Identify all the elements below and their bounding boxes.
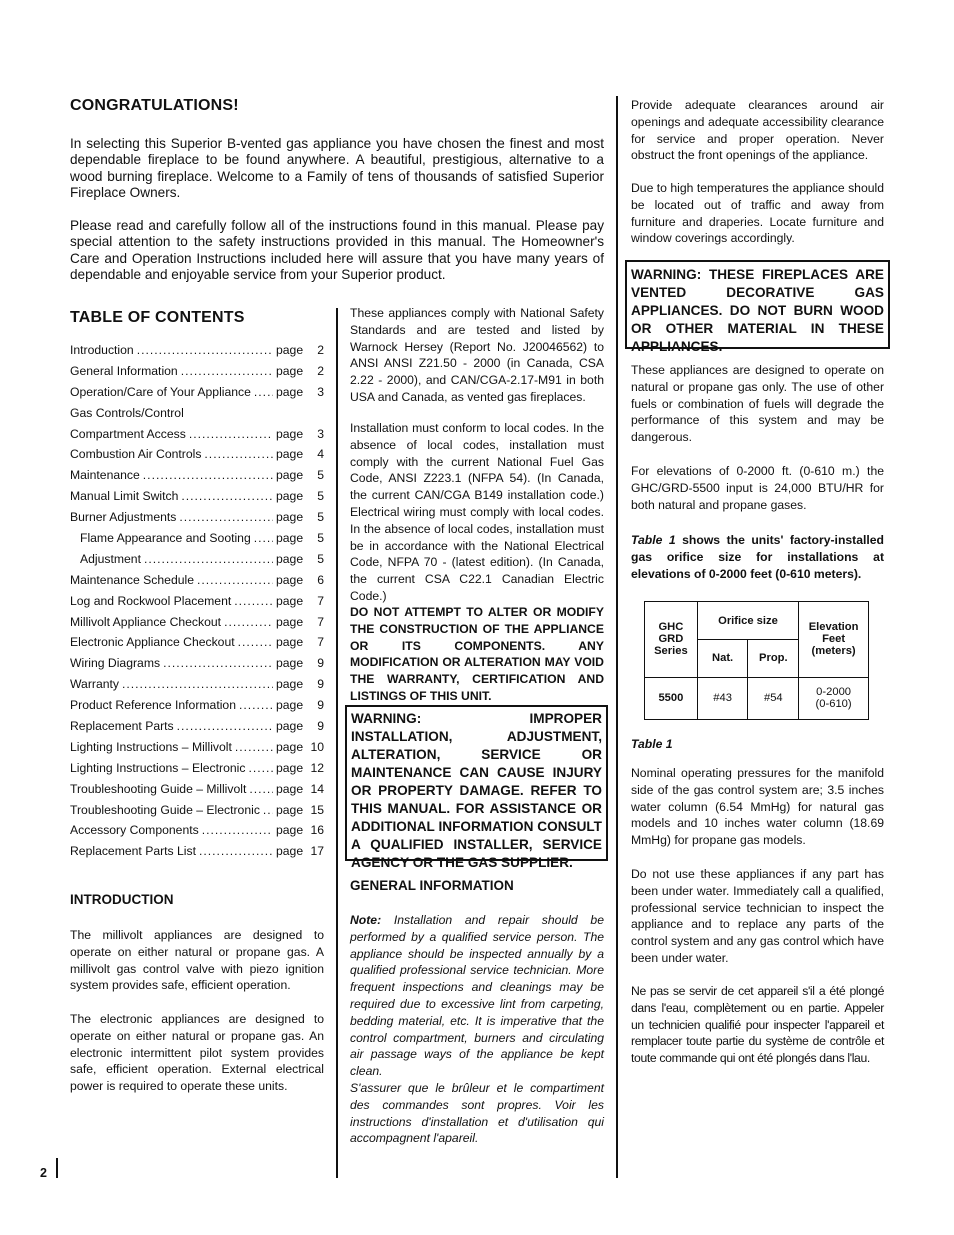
fireplace-warning-text: WARNING: THESE FIREPLACES ARE VENTED DECORATIVE GAS APPLIANCES. DO NOT BURN WOOD OR OTHER MATERIAL IN THESE APPLIANCES. xyxy=(631,267,884,354)
propane-header: Prop. xyxy=(748,640,799,677)
series-header-cell xyxy=(645,602,698,678)
toc-entry xyxy=(70,507,324,528)
toc-page-number: 2 xyxy=(317,343,324,357)
toc-page-word: page xyxy=(276,677,304,692)
left-margin-rule xyxy=(56,1158,58,1178)
toc-leader-dots xyxy=(137,340,273,361)
toc-leader-dots xyxy=(263,800,273,821)
toc-page-word: page xyxy=(276,426,304,441)
toc-entry-label: Replacement Parts xyxy=(70,719,174,734)
elevation-header-line-3: (meters) xyxy=(811,645,856,658)
toc-page-word: page xyxy=(276,531,304,546)
introduction-paragraph-2: The electronic appliances are designed to operate on either natural or propane gas. An electronic intermittent pilot system provides safe, efficient operation. External electrical power is required to operate these units. xyxy=(70,1012,324,1094)
natural-header: Nat. xyxy=(697,640,748,677)
toc-leader-dots xyxy=(238,632,273,653)
column-rule-1 xyxy=(336,308,338,1178)
french-water-damage-paragraph: Ne pas se servir de cet appareil s'il a été plongé dans l'eau, complètement ou en partie. Appeler un technicien qualifié pour inspecter l'appareil et remplacer toute partie du système de contrôle et toute commande qui ont été plongés dans l'lau. xyxy=(631,984,884,1066)
french-cleaning-note: S'assurer que le brûleur et le compartiment des commandes sont propres. Voir les instructions d'installation et d'utilisation qui accompagnent l'apareil. xyxy=(350,1081,604,1146)
toc-page-number: 10 xyxy=(310,739,324,754)
toc-page-word: page xyxy=(276,551,304,566)
toc-page-word: page xyxy=(276,656,304,671)
toc-page-word: page xyxy=(276,343,304,357)
toc-entry-label: Accessory Components xyxy=(70,823,199,838)
toc-page-word: page xyxy=(276,468,304,483)
toc-leader-dots xyxy=(254,382,273,403)
toc-leader-dots xyxy=(248,758,273,779)
toc-entry xyxy=(70,674,324,695)
toc-entry-label: Log and Rockwool Placement xyxy=(70,593,232,608)
toc-entry xyxy=(70,570,324,591)
toc-page-word: page xyxy=(276,363,304,378)
elevation-header-line-2: Feet xyxy=(822,633,846,646)
toc-entry xyxy=(70,653,324,674)
toc-page-number: 17 xyxy=(310,844,324,859)
toc-entry-label: Compartment Access xyxy=(70,426,186,441)
water-damage-paragraph: Do not use these appliances if any part has been under water. Immediately call a qualified, professional service technician to inspect the appliance and to replace any parts of the control system and any gas control which have been under water. xyxy=(631,867,884,965)
general-information-note xyxy=(350,912,604,1080)
toc-page-number: 5 xyxy=(317,551,324,566)
do-not-alter-notice: DO NOT ATTEMPT TO ALTER OR MODIFY THE CONSTRUCTION OF THE APPLIANCE OR ITS COMPONENTS. ANY MODIFICATION OR ALTERATION MAY VOID THE WARRANTY, CERTIFICATION AND LISTINGS OF THIS UNIT. xyxy=(350,605,604,703)
toc-leader-dots xyxy=(202,820,273,841)
clearances-paragraph: Provide adequate clearances around air openings and adequate accessibility clearance for service and proper operation. Never obstruct the front openings of the appliance. xyxy=(631,98,884,163)
toc-leader-dots xyxy=(224,612,273,633)
toc-page-number: 3 xyxy=(317,426,324,441)
toc-entry xyxy=(70,632,324,653)
toc-leader-dots xyxy=(239,695,273,716)
toc-entry-label: General Information xyxy=(70,363,178,378)
toc-entry-label: Troubleshooting Guide – Electronic xyxy=(70,802,260,817)
toc-leader-dots xyxy=(197,570,273,591)
toc-entry-label: Gas Controls/Control xyxy=(70,405,184,420)
operating-pressures-paragraph: Nominal operating pressures for the manifold side of the gas control system are; 3.5 inches water column (6.54 MmHg) for natural gas models and 10 inches water column (18.69 MmHg) for propane gas models. xyxy=(631,766,884,848)
toc-page-number: 7 xyxy=(317,635,324,650)
toc-leader-dots xyxy=(234,591,273,612)
toc-page-word: page xyxy=(276,698,304,713)
toc-page-number: 5 xyxy=(317,531,324,546)
table-reference-paragraph xyxy=(631,532,884,582)
toc-page-word: page xyxy=(276,844,304,859)
toc-entry-label: Lighting Instructions – Electronic xyxy=(70,760,246,775)
toc-page-word: page xyxy=(276,739,304,754)
note-text: Installation and repair should be performed by a qualified service person. The appliance should be inspected annually by a qualified professional service technician. More frequent inspections and cleanings may be required due to excessive lint from carpeting, bedding material, etc. It is imperative that the control compartment, burners and circulating air passage ways of the appliance be kept clean. xyxy=(350,913,604,1079)
orifice-size-table xyxy=(644,601,869,720)
toc-entry-label: Combustion Air Controls xyxy=(70,447,202,462)
fuels-paragraph: These appliances are designed to operate on natural or propane gas only. The use of other fuels or combination of fuels will degrade the performance of this system and may be dangerous. xyxy=(631,363,884,445)
toc-entry xyxy=(70,444,324,465)
toc-leader-dots xyxy=(179,507,273,528)
introduction-heading: INTRODUCTION xyxy=(70,892,174,907)
page-number: 2 xyxy=(40,1166,47,1180)
toc-entry xyxy=(70,737,324,758)
toc-page-number: 12 xyxy=(310,760,324,775)
toc-entry-label: Electronic Appliance Checkout xyxy=(70,635,235,650)
toc-page-word: page xyxy=(276,802,304,817)
toc-leader-dots xyxy=(122,674,273,695)
column-rule-2 xyxy=(616,96,618,1178)
toc-page-word: page xyxy=(276,823,304,838)
toc-page-word: page xyxy=(276,572,304,587)
toc-entry xyxy=(70,800,324,821)
elevation-header-line-1: Elevation xyxy=(808,621,859,634)
toc-leader-dots xyxy=(143,465,273,486)
toc-page-word: page xyxy=(276,614,304,629)
toc-page-word: page xyxy=(276,489,304,504)
general-information-heading: GENERAL INFORMATION xyxy=(350,878,514,893)
congratulations-heading: CONGRATULATIONS! xyxy=(70,97,239,114)
toc-page-word: page xyxy=(276,781,304,796)
toc-leader-dots xyxy=(235,737,273,758)
toc-leader-dots xyxy=(204,444,273,465)
table-reference-label: Table 1 xyxy=(631,533,676,547)
toc-entry-label: Adjustment xyxy=(80,551,141,566)
high-temperature-paragraph: Due to high temperatures the appliance should be located out of traffic and away from furniture and draperies. Locate furniture and window coverings accordingly. xyxy=(631,181,884,246)
toc-entry-label: Wiring Diagrams xyxy=(70,656,161,671)
orifice-size-header: Orifice size xyxy=(697,602,798,640)
toc-page-number: 5 xyxy=(317,468,324,483)
fireplace-warning-box xyxy=(625,260,890,354)
elevation-value-cell xyxy=(799,677,869,719)
toc-page-number: 7 xyxy=(317,614,324,629)
series-header-line-1: GHC xyxy=(658,621,684,634)
introduction-paragraph-1: The millivolt appliances are designed to operate on either natural or propane gas. A millivolt gas control valve with piezo ignition system provides safe, efficient operation. xyxy=(70,928,324,993)
toc-leader-dots xyxy=(177,716,273,737)
toc-page-number: 4 xyxy=(317,447,324,462)
toc-entry-label: Introduction xyxy=(70,343,134,357)
toc-entry xyxy=(70,820,324,841)
toc-page-number: 5 xyxy=(317,510,324,525)
toc-entry-label: Troubleshooting Guide – Millivolt xyxy=(70,781,247,796)
toc-page-number: 14 xyxy=(310,781,324,796)
compliance-paragraph: These appliances comply with National Safety Standards and are tested and listed by Warnock Hersey (Report No. J20046562) to ANSI ANSI Z21.50 - 2000 (in Canada, CSA 2.22 - 2000), and CAN/CGA-2.17-M91 in both USA and Canada, as vented gas fireplaces. xyxy=(350,306,604,404)
toc-entry-label: Flame Appearance and Sooting xyxy=(80,531,251,546)
series-header-line-2: GRD xyxy=(658,633,684,646)
toc-page-word: page xyxy=(276,593,304,608)
toc-entry xyxy=(70,424,324,445)
toc-page-word: page xyxy=(276,760,304,775)
toc-page-number: 15 xyxy=(310,802,324,817)
toc-entry-label: Manual Limit Switch xyxy=(70,489,179,504)
toc-leader-dots xyxy=(181,361,273,382)
toc-entry xyxy=(70,403,324,424)
toc-page-number: 9 xyxy=(317,677,324,692)
toc-entry xyxy=(70,361,324,382)
toc-entry-label: Product Reference Information xyxy=(70,698,236,713)
toc-entry-label: Warranty xyxy=(70,677,119,692)
series-header-line-3: Series xyxy=(654,645,688,658)
toc-entry xyxy=(70,465,324,486)
toc-entry-label: Operation/Care of Your Appliance xyxy=(70,384,251,399)
elevation-paragraph: For elevations of 0-2000 ft. (0-610 m.) the GHC/GRD-5500 input is 24,000 BTU/HR for both natural and propane gases. xyxy=(631,464,884,512)
installation-warning-text: WARNING: IMPROPER INSTALLATION, ADJUSTMENT, ALTERATION, SERVICE OR MAINTENANCE CAN CAUSE INJURY OR PROPERTY DAMAGE. REFER TO THIS MANUAL. FOR ASSISTANCE OR ADDITIONAL INFORMATION CONSULT A QUALIFIED INSTALLER, SERVICE AGENCY OR THE GAS SUPPLIER. xyxy=(351,711,602,870)
toc-entry xyxy=(70,779,324,800)
table-reference-text: shows the units' factory-installed gas orifice size for installations at elevations of 0-2000 feet (0-610 meters). xyxy=(631,533,884,581)
toc-entry-label: Replacement Parts List xyxy=(70,844,196,859)
toc-leader-dots xyxy=(249,779,273,800)
toc-entry-label: Millivolt Appliance Checkout xyxy=(70,614,222,629)
toc-entry xyxy=(70,716,324,737)
toc-page-number: 9 xyxy=(317,656,324,671)
toc-entry xyxy=(70,591,324,612)
toc-page-number: 9 xyxy=(317,698,324,713)
elevation-value-meters: (0-610) xyxy=(815,698,852,711)
toc-entry-label: Maintenance xyxy=(70,468,140,483)
toc-page-number: 2 xyxy=(317,363,324,378)
series-value: 5500 xyxy=(645,677,698,719)
toc-entry-label: Maintenance Schedule xyxy=(70,572,194,587)
local-codes-paragraph: Installation must conform to local codes. In the absence of local codes, installation must comply with the current National Fuel Gas Code, ANSI Z223.1 (NFPA 54). (In Canada, the current CAN/CGA B149 installation code.) Electrical wiring must comply with local codes. In the absence of local codes, installation must be in accordance with the National Electrical Code, NFPA 70 - (latest edition). (In Canada, the current CSA C22.1 Canadian Electric Code.) xyxy=(350,421,604,603)
elevation-value-feet: 0-2000 xyxy=(816,686,852,699)
elevation-header-cell xyxy=(799,602,869,678)
toc-heading: TABLE OF CONTENTS xyxy=(70,309,245,326)
toc-entry-label: Burner Adjustments xyxy=(70,510,177,525)
toc-entry xyxy=(70,549,324,570)
table-caption: Table 1 xyxy=(631,737,673,751)
toc-entry xyxy=(70,612,324,633)
toc-page-number: 9 xyxy=(317,719,324,734)
note-label: Note: xyxy=(350,913,382,927)
congratulations-paragraph-1: In selecting this Superior B-vented gas appliance you have chosen the finest and most dependable fireplace to be found anywhere. A beautiful, prestigious, alternative to a wood burning fireplace. Welcome to a Family of tens of thousands of satisfied Superior Fireplace Owners. xyxy=(70,136,604,201)
toc-page-word: page xyxy=(276,719,304,734)
toc-leader-dots xyxy=(254,528,273,549)
toc-entry xyxy=(70,382,324,403)
toc-page-number: 16 xyxy=(310,823,324,838)
toc-entry xyxy=(70,695,324,716)
toc-leader-dots xyxy=(199,841,273,862)
toc-page-word: page xyxy=(276,510,304,525)
toc-entry-label: Lighting Instructions – Millivolt xyxy=(70,739,232,754)
toc-entry xyxy=(70,340,324,361)
installation-warning-box xyxy=(345,705,608,870)
toc-entry xyxy=(70,528,324,549)
toc-leader-dots xyxy=(144,549,273,570)
toc-entry xyxy=(70,486,324,507)
toc-list xyxy=(70,340,324,862)
natural-orifice-value: #43 xyxy=(697,677,748,719)
toc-page-word: page xyxy=(276,447,304,462)
toc-page-word: page xyxy=(276,384,304,399)
toc-leader-dots xyxy=(163,653,273,674)
toc-entry xyxy=(70,841,324,862)
toc-page-word: page xyxy=(276,635,304,650)
toc-page-number: 3 xyxy=(317,384,324,399)
toc-page-number: 5 xyxy=(317,489,324,504)
congratulations-paragraph-2: Please read and carefully follow all of the instructions found in this manual. Please pay special attention to the safety instructions provided in this manual. The Homeowner's Care and Operation Instructions included here will assure that you have many years of dependable and enjoyable service from your Superior product. xyxy=(70,218,604,283)
toc-leader-dots xyxy=(181,486,273,507)
toc-entry xyxy=(70,758,324,779)
toc-page-number: 7 xyxy=(317,593,324,608)
toc-leader-dots xyxy=(189,424,273,445)
propane-orifice-value: #54 xyxy=(748,677,799,719)
toc-page-number: 6 xyxy=(317,572,324,587)
